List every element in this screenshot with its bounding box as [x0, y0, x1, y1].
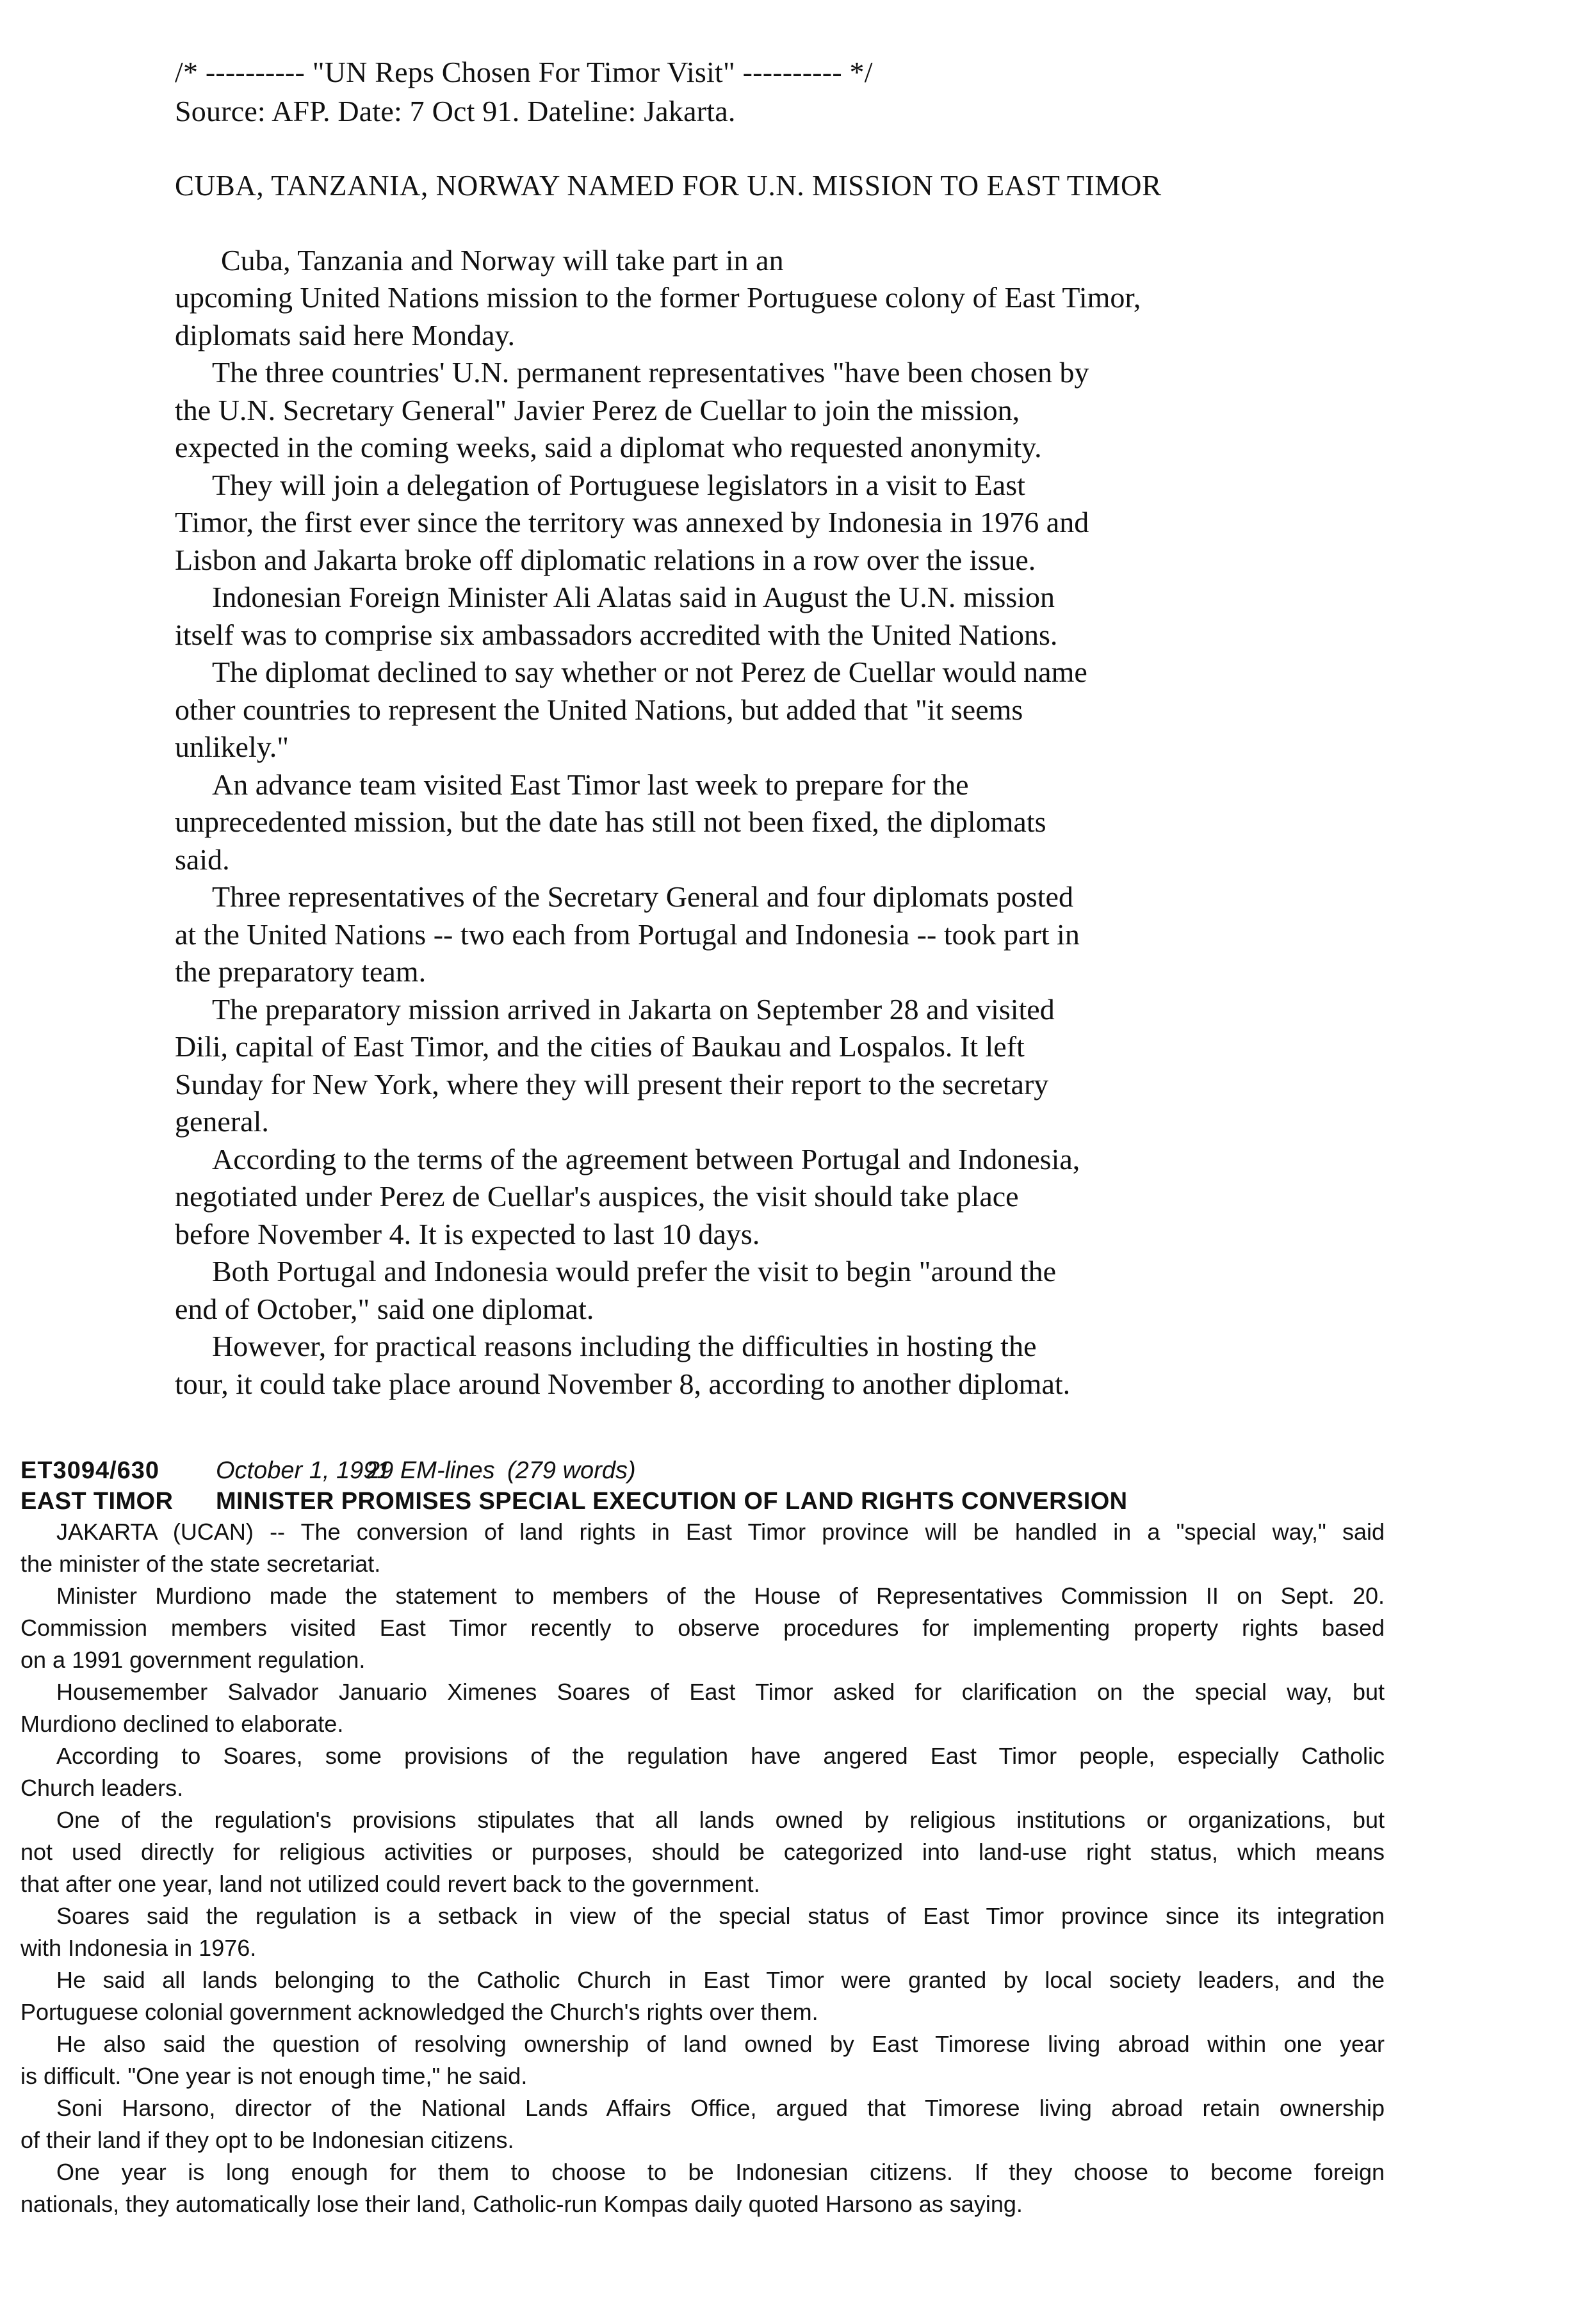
ucan-article [20, 1455, 1385, 2220]
text-line: the preparatory team. [175, 955, 427, 988]
article-headline: CUBA, TANZANIA, NORWAY NAMED FOR U.N. MISSION TO EAST TIMOR [175, 170, 1162, 202]
article-date: October 1, 1991 [216, 1457, 391, 1484]
article-title-row [20, 1487, 1385, 1516]
paragraph [175, 878, 1392, 991]
text-line: with Indonesia in 1976. [20, 1935, 257, 1961]
text-line: Soni Harsono, director of the National Lands Affairs Office, argued that Timorese living abroad retain ownership [56, 2095, 1385, 2121]
text-line: Murdiono declined to elaborate. [20, 1711, 344, 1737]
paragraph [175, 467, 1392, 579]
text-line: An advance team visited East Timor last week to prepare for the [212, 768, 969, 801]
text-line: said. [175, 843, 230, 876]
text-line: JAKARTA (UCAN) -- The conversion of land rights in East Timor province will be handled in a "special way," said [56, 1519, 1385, 1545]
text-line: Lisbon and Jakarta broke off diplomatic relations in a row over the issue. [175, 543, 1036, 576]
source-line: Source: AFP. Date: 7 Oct 91. Dateline: Jakarta. [175, 94, 736, 127]
text-line: upcoming United Nations mission to the former Portuguese colony of East Timor, [175, 281, 1141, 314]
paragraph [175, 991, 1392, 1141]
paragraph [20, 1516, 1385, 1580]
text-line: on a 1991 government regulation. [20, 1647, 366, 1673]
text-line: Housemember Salvador Januario Ximenes Soares of East Timor asked for clarification on the special way, but [56, 1679, 1385, 1705]
text-line: The three countries' U.N. permanent representatives "have been chosen by [212, 356, 1089, 389]
text-line: unprecedented mission, but the date has still not been fixed, the diplomats [175, 805, 1046, 838]
text-line: at the United Nations -- two each from Portugal and Indonesia -- took part in [175, 917, 1080, 951]
text-line: not used directly for religious activities or purposes, should be categorized into land-use right status, which means [20, 1839, 1385, 1865]
text-line: Both Portugal and Indonesia would prefer the visit to begin "around the [212, 1255, 1057, 1287]
text-line: However, for practical reasons including the difficulties in hosting the [212, 1330, 1037, 1362]
text-line: Portuguese colonial government acknowledged the Church's rights over them. [20, 1999, 818, 2025]
text-line: the U.N. Secretary General" Javier Perez de Cuellar to join the mission, [175, 393, 1020, 426]
paragraph [175, 242, 1392, 355]
text-line: One year is long enough for them to choose to be Indonesian citizens. If they choose to become foreign [56, 2159, 1385, 2185]
text-line: nationals, they automatically lose their land, Catholic-run Kompas daily quoted Harsono as saying. [20, 2191, 1023, 2217]
text-line: before November 4. It is expected to last 10 days. [175, 1217, 760, 1250]
article-length: 29 EM-lines [366, 1457, 495, 1484]
text-line: He also said the question of resolving ownership of land owned by East Timorese living abroad within one year [56, 2031, 1385, 2057]
text-line: Three representatives of the Secretary General and four diplomats posted [212, 880, 1073, 913]
text-line: general. [175, 1105, 269, 1138]
paragraph [20, 2028, 1385, 2092]
text-line: According to Soares, some provisions of the regulation have angered East Timor people, especially Catholic [56, 1743, 1385, 1769]
text-line: He said all lands belonging to the Catholic Church in East Timor were granted by local society leaders, and the [56, 1967, 1385, 1993]
paragraph [20, 1580, 1385, 1676]
text-line: other countries to represent the United Nations, but added that "it seems [175, 693, 1023, 726]
paragraph [175, 579, 1392, 654]
text-line: diplomats said here Monday. [175, 318, 516, 351]
text-line: itself was to comprise six ambassadors accredited with the United Nations. [175, 618, 1058, 651]
paragraph [20, 1804, 1385, 1900]
text-line: end of October," said one diplomat. [175, 1292, 594, 1325]
text-line: Indonesian Foreign Minister Ali Alatas said in August the U.N. mission [212, 581, 1055, 613]
paragraph [20, 1676, 1385, 1740]
paragraph [20, 1900, 1385, 1964]
text-line: tour, it could take place around November 8, according to another diplomat. [175, 1367, 1071, 1400]
text-line: Minister Murdiono made the statement to members of the House of Representatives Commission II on Sept. 20. [56, 1583, 1385, 1609]
paragraph [175, 654, 1392, 766]
article-header-comment: /* ---------- "UN Reps Chosen For Timor Visit" ---------- */ [175, 56, 873, 88]
paragraph [175, 1328, 1392, 1403]
text-line: Soares said the regulation is a setback in view of the special status of East Timor province since its integration [56, 1903, 1385, 1929]
text-line: Sunday for New York, where they will present their report to the secretary [175, 1067, 1049, 1101]
text-line: of their land if they opt to be Indonesian citizens. [20, 2127, 514, 2153]
article-headline: MINISTER PROMISES SPECIAL EXECUTION OF LAND RIGHTS CONVERSION [216, 1488, 1128, 1515]
text-line: Dili, capital of East Timor, and the cities of Baukau and Lospalos. It left [175, 1030, 1025, 1063]
text-line: expected in the coming weeks, said a diplomat who requested anonymity. [175, 431, 1042, 464]
article-region: EAST TIMOR [20, 1488, 174, 1515]
article-id: ET3094/630 [20, 1457, 160, 1484]
text-line: that after one year, land not utilized could revert back to the government. [20, 1871, 760, 1897]
text-line: The diplomat declined to say whether or not Perez de Cuellar would name [212, 656, 1087, 688]
paragraph [20, 1740, 1385, 1804]
text-line: Timor, the first ever since the territory was annexed by Indonesia in 1976 and [175, 506, 1089, 538]
paragraph [20, 1964, 1385, 2028]
paragraph [175, 1253, 1392, 1328]
text-line: According to the terms of the agreement between Portugal and Indonesia, [212, 1142, 1080, 1175]
text-line: They will join a delegation of Portuguese legislators in a visit to East [212, 468, 1025, 501]
paragraph [175, 354, 1392, 467]
paragraph [20, 2156, 1385, 2220]
paragraph [175, 1141, 1392, 1254]
text-line: Cuba, Tanzania and Norway will take part in an [221, 243, 784, 277]
text-line: Church leaders. [20, 1775, 184, 1801]
afp-article [175, 54, 1392, 1403]
text-line: the minister of the state secretariat. [20, 1551, 381, 1577]
text-line: is difficult. "One year is not enough time," he said. [20, 2063, 528, 2089]
paragraph [175, 766, 1392, 879]
text-line: Commission members visited East Timor recently to observe procedures for implementing property rights based [20, 1615, 1385, 1641]
text-line: The preparatory mission arrived in Jakarta on September 28 and visited [212, 992, 1055, 1026]
paragraph [20, 2092, 1385, 2156]
text-line: One of the regulation's provisions stipulates that all lands owned by religious institutions or organizations, but [56, 1807, 1385, 1833]
article-word-count: (279 words) [507, 1457, 636, 1484]
text-line: negotiated under Perez de Cuellar's auspices, the visit should take place [175, 1180, 1019, 1213]
text-line: unlikely." [175, 730, 289, 763]
article-meta [20, 1455, 1385, 1487]
